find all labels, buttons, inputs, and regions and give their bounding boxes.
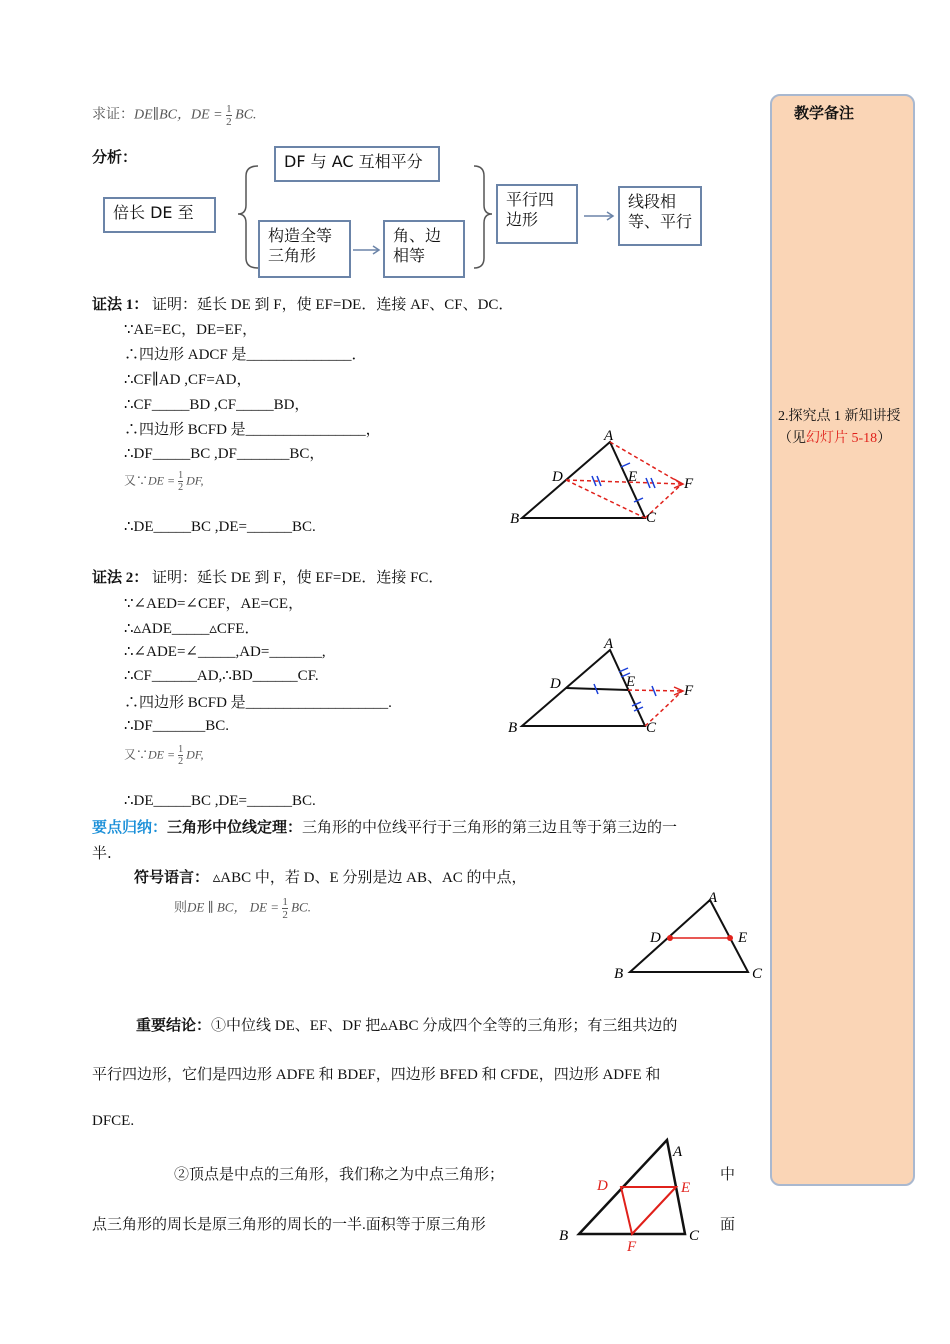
box-start-text: 倍长 DE 至 [113,203,194,222]
proof2-line-5: ∴四边形 BCFD 是___________________. [124,695,392,711]
midline-figure [608,886,773,986]
proof2-title: 证法 2： [92,570,149,586]
proof1-since-num: 1 [178,470,184,481]
label-f: F [684,476,694,492]
proof2-intro: 证明：延长 DE 到 F，使 EF=DE．连接 FC． [152,570,444,586]
proof2-since-left: DE = [148,747,176,762]
label-c-2: C [646,720,657,736]
label-e-4: E [681,1180,691,1196]
proof1-figure [500,430,710,535]
midpoint-d [667,935,673,941]
segment-dfe-inner [632,1187,676,1234]
prove-label: 求证： [92,107,134,123]
proof2-line-4: ∴CF______AD,∴BD______CF. [124,668,319,684]
box-congruent-text: 构造全等三角形 [268,226,333,265]
analysis-connectors [0,0,760,300]
proof1-since-den: 2 [178,482,184,493]
conclusion-1-line-3: DFCE. [92,1113,135,1129]
label-a-3: A [708,890,718,906]
box-result-text: 线段相等、平行 [628,192,693,231]
analysis-label: 分析： [92,148,138,166]
box-angle-side-text: 角、边相等 [393,226,442,265]
conclusion-2-line-2: 点三角形的周长是原三角形的周长的一半.面积等于原三角形 [92,1217,486,1233]
prove-part2: BC. [235,107,257,123]
symbol-text: ▵ABC 中，若 D、E 分别是边 AB、AC 的中点， [212,870,527,886]
conclusion-2-right-2: 面 [720,1217,736,1233]
sidebar-title: 教学备注 [794,104,855,122]
medial-triangle-figure [555,1130,715,1255]
label-f-2: F [684,683,694,699]
teaching-notes-panel [770,94,915,1186]
label-a-2: A [604,636,614,652]
proof1-since-left: DE = [148,473,176,488]
sidebar-note-close: ） [877,431,892,446]
proof2-line-6: ∴DF_______BC. [124,718,229,734]
arrow-parallelogram-to-result [584,212,613,220]
left-brace [238,166,258,268]
proof2-since-prefix: 又∵ [124,747,149,762]
triangle-def [621,1187,676,1234]
prove-frac-den: 2 [226,116,232,128]
symbol-label: 符号语言： [134,868,210,886]
label-e-2: E [626,674,636,690]
proof1-line-6: ∴DF_____BC ,DF_______BC， [124,446,325,462]
proof1-since-fraction [178,470,183,493]
label-d-2: D [550,676,561,692]
proof2-since-right: DF, [186,747,204,762]
proof2-line-2: ∴▵ADE_____▵CFE． [124,621,260,637]
proof2-figure [500,636,710,741]
segment-ef-2 [628,690,682,691]
label-c: C [646,510,657,526]
symbol-language [134,866,527,887]
proof1-line-1: ∵AE=EC，DE=EF， [124,322,258,338]
proof2-line-1: ∵∠AED=∠CEF，AE=CE， [124,596,304,612]
proof2-since [124,744,204,767]
sidebar-note-prefix: 2.探究点 1 新知讲授 [778,409,901,424]
conclusion-2-right-1: 中 [720,1167,736,1183]
label-a-4: A [673,1144,683,1160]
label-d-4: D [597,1178,608,1194]
summary-label: 要点归纳： [92,818,168,836]
box-parallelogram-text: 平行四边形 [506,190,555,229]
midpoint-e [727,935,733,941]
label-b-2: B [508,720,518,736]
right-brace [474,166,492,268]
proof1-conclusion: ∴DE_____BC ,DE=______BC. [124,519,316,535]
proof1-since-prefix: 又∵ [124,473,149,488]
proof1-since [124,470,204,493]
then-fraction [282,896,288,921]
proof2-since-den: 2 [178,756,184,767]
conclusion-1-line-1 [136,1014,677,1035]
proof1-line-3: ∴CF∥AD ,CF=AD， [124,372,252,388]
proof2-heading [92,566,443,587]
theorem-text: 三角形的中位线平行于三角形的第三边且等于第三边的一 [302,818,678,836]
label-f-4: F [627,1239,637,1255]
proof1-line-5: ∴四边形 BCFD 是________________， [124,422,381,438]
proof2-since-fraction [178,744,183,767]
then-num: 1 [282,896,288,908]
label-d: D [552,469,563,485]
label-b-4: B [559,1228,569,1244]
then-right: BC. [291,899,311,915]
conclusions-label: 重要结论： [136,1016,212,1034]
proof2-since-num: 1 [178,744,184,755]
proof2-conclusion: ∴DE_____BC ,DE=______BC. [124,793,316,809]
sidebar-note-ref: 幻灯片 5-18 [806,431,878,446]
proof1-line-4: ∴CF_____BD ,CF_____BD， [124,397,310,413]
theorem-cont: 半. [92,844,112,862]
label-e-3: E [738,930,748,946]
label-a: A [604,430,614,444]
label-c-4: C [689,1228,700,1244]
label-e: E [628,469,638,485]
sidebar-note [778,406,910,450]
arrow-congruent-to-angle [353,246,379,254]
segment-df [566,480,682,484]
then-prefix: 则 [174,899,188,915]
proof1-heading [92,293,513,314]
segment-dc [566,480,645,518]
label-b-3: B [614,966,624,982]
then-left: DE ∥ BC， DE = [187,899,280,915]
summary-theorem [92,816,677,837]
label-d-3: D [650,930,661,946]
then-den: 2 [282,909,288,921]
c1-line1: ①中位线 DE、EF、DF 把▵ABC 分成四个全等的三角形；有三组共边的 [211,1018,678,1034]
label-c-3: C [752,966,763,982]
sidebar-note-open: （见 [778,431,806,446]
segment-af [610,442,682,484]
conclusion-1-line-2: 平行四边形，它们是四边形 ADFE 和 BDEF，四边形 BFED 和 CFDE，四边形 ADFE 和 [92,1067,661,1083]
prove-part1: DE∥BC，DE = [134,107,223,123]
prove-frac-num: 1 [226,103,232,115]
proof1-intro: 证明：延长 DE 到 F，使 EF=DE．连接 AF、CF、DC． [152,297,514,313]
conclusion-2-line-1: ②顶点是中点的三角形，我们称之为中点三角形； [174,1167,505,1183]
proof1-since-right: DF, [186,473,204,488]
symbol-then [174,896,311,921]
box-df-ac-text: DF 与 AC 互相平分 [284,152,423,171]
proof1-line-2: ∴四边形 ADCF 是______________． [124,347,367,363]
label-b: B [510,511,520,527]
proof1-title: 证法 1： [92,297,149,313]
theorem-name: 三角形中位线定理： [167,818,303,836]
proof2-line-3: ∴∠ADE=∠_____,AD=_______, [124,644,326,660]
